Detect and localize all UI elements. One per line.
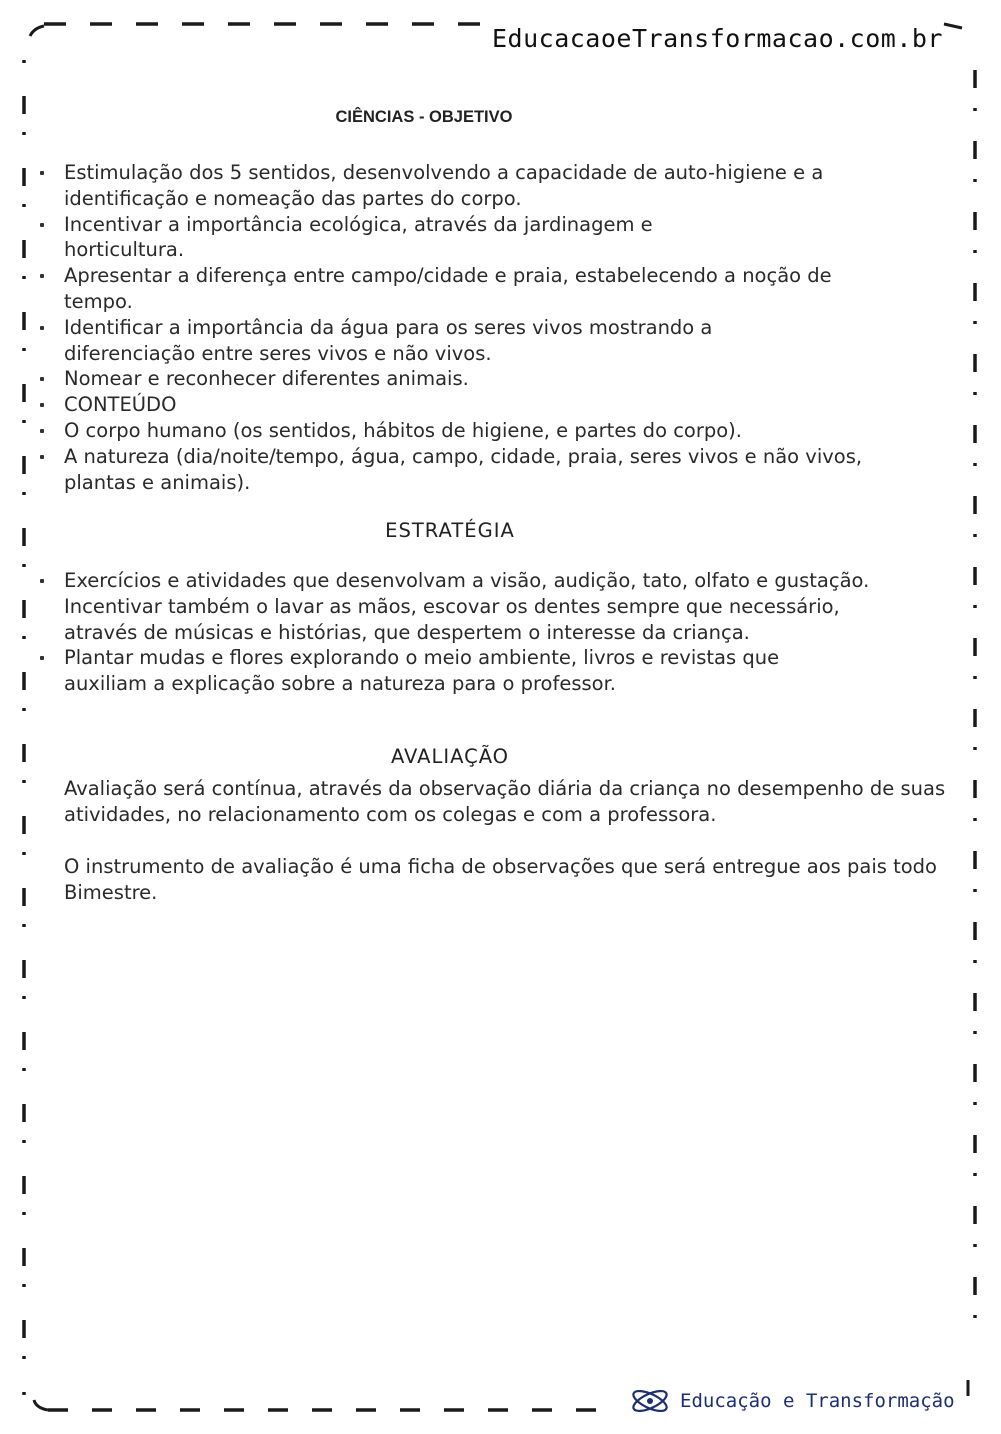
footer-logo [628, 1384, 955, 1418]
list-item: Estimulação dos 5 sentidos, desenvolvendo a capacidade de auto-higiene e a identificação e nomeação das partes do corpo. [0, 160, 824, 212]
page-title: CIÊNCIAS - OBJETIVO [335, 108, 513, 126]
list-item: Plantar mudas e flores explorando o meio ambiente, livros e revistas que auxiliam a explicação sobre a natureza para o professor. [0, 645, 864, 697]
list-item: CONTEÚDO [0, 392, 930, 418]
objectives-list [0, 160, 930, 495]
evaluation-paragraph-1: Avaliação será contínua, através da observação diária da criança no desempenho de suas atividades, no relacionamento com os colegas e com a professora. [64, 777, 946, 826]
strategy-title: ESTRATÉGIA [385, 519, 515, 542]
list-item: A natureza (dia/noite/tempo, água, campo, cidade, praia, seres vivos e não vivos, plantas e animais). [0, 444, 894, 496]
list-item: Identificar a importância da água para os seres vivos mostrando a diferenciação entre seres vivos e não vivos. [0, 315, 844, 367]
atom-orbit-icon [628, 1384, 672, 1418]
list-item: Exercícios e atividades que desenvolvam a visão, audição, tato, olfato e gustação. Incentivar também o lavar as mãos, escovar os dentes sempre que necessário, através de músicas e histórias, que despertem o interesse da criança. [0, 568, 894, 645]
site-url: EducacaoeTransformacao.com.br [492, 24, 943, 53]
list-item: O corpo humano (os sentidos, hábitos de higiene, e partes do corpo). [0, 418, 930, 444]
strategy-list [0, 568, 930, 697]
list-item: Nomear e reconhecer diferentes animais. [0, 366, 930, 392]
logo-text: Educação e Transformação [680, 1390, 955, 1412]
list-item: Incentivar a importância ecológica, através da jardinagem e horticultura. [0, 212, 764, 264]
evaluation-paragraph-2: O instrumento de avaliação é uma ficha de observações que será entregue aos pais todo Bimestre. [64, 855, 937, 904]
evaluation-title: AVALIAÇÃO [390, 745, 510, 768]
list-item: Apresentar a diferença entre campo/cidade e praia, estabelecendo a noção de tempo. [0, 263, 864, 315]
